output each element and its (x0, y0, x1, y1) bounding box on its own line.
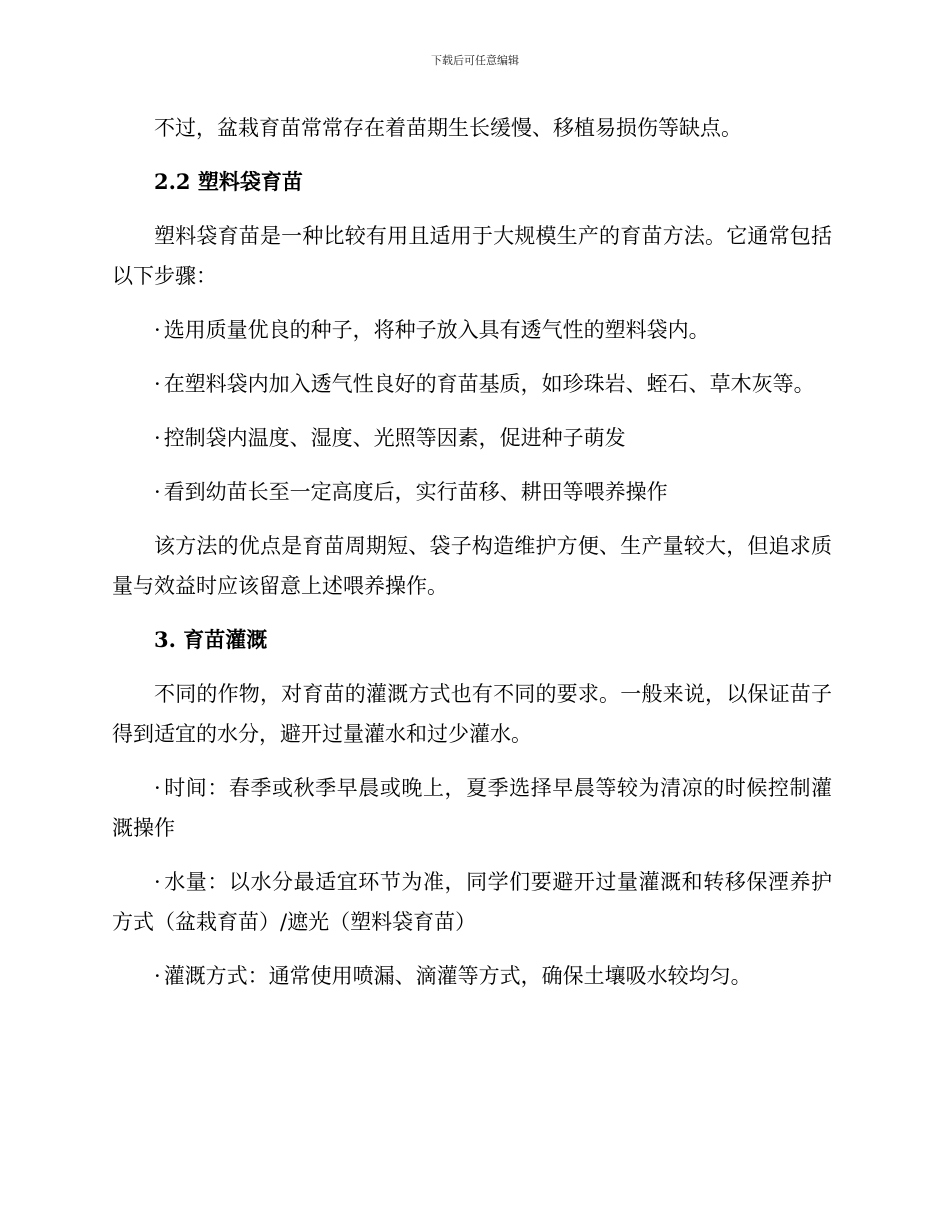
bullet-dot: · (154, 480, 161, 504)
bullet-item (112, 418, 832, 458)
bullet-item (112, 862, 832, 942)
bullet-item (112, 768, 832, 848)
bullet-dot: · (154, 776, 161, 800)
bullet-dot: · (154, 426, 161, 450)
bullet-item (112, 364, 832, 404)
paragraph: 不过，盆栽育苗常常存在着苗期生长缓慢、移植易损伤等缺点。 (154, 116, 742, 140)
bullet-dot: · (154, 870, 161, 894)
bullet-item (112, 956, 832, 996)
bullet-dot: · (154, 372, 161, 396)
paragraph: 该方法的优点是育苗周期短、袋子构造维护方便、生产量较大，但追求质量与效益时应该留意上述喂养操作。 (112, 534, 832, 598)
bullet-text: 时间：春季或秋季早晨或晚上，夏季选择早晨等较为清凉的时候控制灌溉操作 (112, 776, 832, 840)
page-header: 下载后可任意编辑 (431, 54, 519, 67)
bullet-text: 看到幼苗长至一定高度后，实行苗移、耕田等喂养操作 (163, 480, 668, 504)
section-heading: 3. 育苗灌溉 (154, 627, 268, 652)
bullet-text: 控制袋内温度、湿度、光照等因素，促进种子萌发 (163, 426, 626, 450)
bullet-text: 水量：以水分最适宜环节为准，同学们要避开过量灌溉和转移保湮养护方式（盆栽育苗）/遮光（塑料袋育苗） (112, 870, 832, 934)
paragraph: 塑料袋育苗是一种比较有用且适用于大规模生产的育苗方法。它通常包括以下步骤： (112, 224, 832, 288)
bullet-text: 灌溉方式：通常使用喷漏、滴灌等方式，确保土壤吸水较均匀。 (163, 964, 752, 988)
document-body (112, 108, 832, 996)
bullet-dot: · (154, 964, 161, 988)
bullet-item (112, 310, 832, 350)
paragraph: 不同的作物，对育苗的灌溉方式也有不同的要求。一般来说，以保证苗子得到适宜的水分，避开过量灌水和过少灌水。 (112, 682, 832, 746)
section-heading: 2.2 塑料袋育苗 (154, 169, 303, 194)
bullet-dot: · (154, 318, 161, 342)
bullet-item (112, 472, 832, 512)
bullet-text: 选用质量优良的种子，将种子放入具有透气性的塑料袋内。 (163, 318, 710, 342)
bullet-text: 在塑料袋内加入透气性良好的育苗基质，如珍珠岩、蛭石、草木灰等。 (163, 372, 815, 396)
